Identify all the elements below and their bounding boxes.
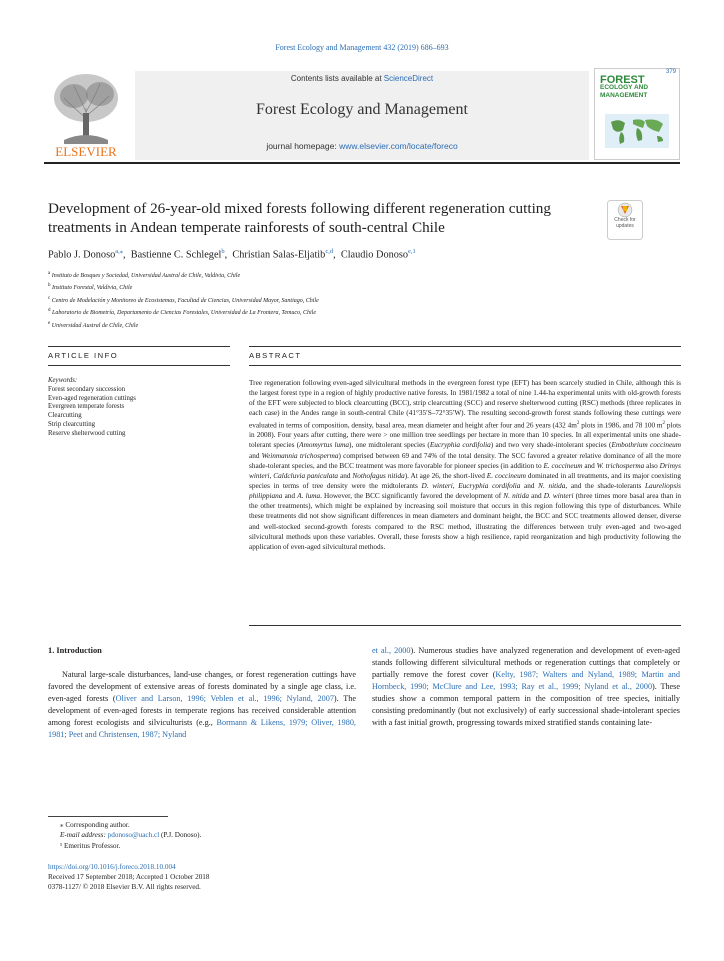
article-info-top-rule (48, 346, 230, 347)
publisher-name: ELSEVIER (55, 144, 117, 159)
doi-link[interactable]: https://doi.org/10.1016/j.foreco.2018.10.004 (48, 863, 176, 871)
affiliation: $^a$ Instituto de Bosques y Sociedad, Universidad Austral de Chile, Valdivia, Chile (48, 271, 241, 279)
affiliation-list (48, 269, 568, 331)
affiliation: $^d$ Laboratorio de Biometría, Departamento de Ciencias Forestales, Universidad de La Frontera, Temuco, Chile (48, 308, 316, 317)
author-name[interactable]: Claudio Donoso (340, 249, 409, 261)
affiliation: $^c$ Centro de Modelación y Monitoreo de Ecosistemas, Facultad de Ciencias, Universidad Mayor, Santiago, Chile (48, 295, 319, 304)
world-map-icon (605, 114, 669, 148)
keyword: Evergreen temperate forests (48, 403, 125, 411)
email-note: E-mail address: pdonoso@uach.cl (P.J. Donoso). (60, 831, 202, 840)
check-for-updates-label: Check for updates (614, 217, 636, 229)
intro-paragraph: et al., 2000). Numerous studies have analyzed regeneration and development of even-aged stands following different silvicultural methods or regeneration cuttings that completely or partially remove the forest cover (Kelty, 1987; Walters and Nyland, 1989; Martin and Hornbeck, 1990; McClure and Lee, 1993; Ray et al., 1999; Nyland et al., 2000). These studies show a common temporal pattern in the composition of tree species, initially consisting predominantly (but not exclusively) of early successional shade-intolerant species with a fast initial growth, progressing towards mixed stratified stands containing late- (372, 646, 680, 727)
article-info-rule (48, 365, 230, 366)
journal-homepage: journal homepage: www.elsevier.com/locate/foreco (266, 141, 458, 151)
intro-paragraph: Natural large-scale disturbances, land-use changes, or forest regeneration cuttings have favored the development of extensive areas of forests dominated by a single age class, i.e. even-aged forests (Oliver and Larson, 1996; Veblen et al., 1996; Nyland, 2007). The development of even-aged forests in temperate regions has received considerable attention among forest ecologists and silviculturists (e.g., Bormann & Likens, 1979; Oliver, 1980, 1981; Peet and Christensen, 1987; Nyland (48, 670, 356, 739)
sciencedirect-link[interactable]: ScienceDirect (383, 74, 434, 83)
affiliation: $^e$ Universidad Austral de Chile, Chile (48, 320, 139, 329)
copyright: 0378-1127/ © 2018 Elsevier B.V. All rights reserved. (48, 883, 201, 891)
abstract-rule (249, 365, 681, 366)
author-name[interactable]: Bastienne C. Schlegel (130, 249, 222, 261)
header-rule (44, 162, 680, 164)
article-title: Development of 26-year-old mixed forests following different regeneration cutting treatments in Andean temperate rainforests of south-central Chile (48, 200, 551, 236)
keyword: Reserve shelterwood cutting (48, 429, 126, 437)
abstract-top-rule (249, 346, 681, 347)
introduction-heading: 1. Introduction (48, 646, 102, 655)
author-list: Pablo J. Donoso$^{a,⁎}$, Bastienne C. Schlegel$^b$, Christian Salas-Eljatib$^{c,d}$, Claudio Donoso$^{e,1}$ (48, 248, 416, 261)
author-name[interactable]: Pablo J. Donoso (48, 249, 116, 261)
keyword-list (48, 386, 228, 438)
keywords-label: Keywords: (48, 377, 78, 384)
received-dates: Received 17 September 2018; Accepted 1 October 2018 (48, 873, 210, 881)
citation-link[interactable]: Kelty, 1987; Walters and Nyland, 1989; Martin and Hornbeck, 1990; McClure and Lee, 1993; Ray et al., 1999; Nyland et al., 2000 (372, 670, 680, 691)
journal-title: Forest Ecology and Management (256, 101, 468, 118)
article-meta (48, 862, 448, 892)
citation-link[interactable]: Oliver and Larson, 1996; Veblen et al., 1996; Nyland, 2007 (115, 694, 334, 703)
elsevier-tree-logo (44, 68, 128, 160)
emeritus-note: ¹ Emeritus Professor. (60, 841, 121, 850)
citation-link[interactable]: Bormann & Likens, 1979; Oliver, 1980, 1981; Peet and Christensen, 1987; Nyland (48, 718, 356, 739)
journal-cover[interactable] (594, 68, 680, 160)
cover-volume: 379 (665, 69, 676, 75)
cover-title: FOREST ECOLOGY AND MANAGEMENT (600, 74, 649, 99)
citation-link[interactable]: et al., 2000 (372, 646, 411, 655)
footnote-rule (48, 816, 168, 817)
article-info-heading: ARTICLE INFO (48, 351, 119, 360)
intro-left-column (48, 645, 356, 741)
abstract-heading: ABSTRACT (249, 351, 302, 360)
abstract-text: Tree regeneration following even-aged silvicultural methods in the evergreen forest type (EFT) has been scarcely studied in Chile, although this is the largest forest type in a region of highly productive native forests. In 1981/1982 a total of nine 1.44-ha experimental units with old-growth forests of the EFT were subjected to block clearcutting (BCC), strip clearcutting (SCC) and reserve shelterwood cutting (RSC) methods (three replicates in each case) in the Andes range in south-central Chile (41°35′S–72°35′W). The resulting second-growth forest stands following these cuttings were evaluated in terms of composition, density, basal area, mean diameter and height after four and 26 years (432 $4m^2$ plots in 1986, and 78 100 $m^2$ plots in 2008). Four years after cutting, there were > one million tree seedlings per hectare in more than 10 species. In all experimental units one shade-tolerant species (Amomyrtus luma), one midtolerant species (Eucryphia cordifolia) and two very shade-intolerant species (Embothrium coccineum and Weinmannia trichosperma) comprised between 69 and 74% of the total density. The SCC favored a greater relative dominance of all the more shade-tolerant species, and the BCC treatment was more favorable for pioneer species (in addition to E. coccineum and W. trichosperma also Drimys winteri, Caldcluvia paniculata and Nothofagus nitida). At age 26, the short-lived E. coccineum dominated in all treatments, and its major coexisting species in terms of tree density were the midtolerants D. winteri, Eucryphia cordifolia and N. nitida, and the shade-tolerants Laureliopsis philippiana and A. luma. However, the BCC significantly favored the development of N. nitida and D. winteri (three times more basal area than in the other treatments), which might be explained by increasing soil moisture that occurs in this region following this type of disturbances. While these treatments did not show significant differences in mean diameters and dominant height, the BCC and SCC treatments allowed denser, diverse and well-stocked second-growth forests compared to the RSC method, illustrating the differences between truly even-aged and two-aged silvicultural methods upon these variables. Overall, these forests show a high resilience, rapid reorganization and high productivity following the application of even-aged silvicultural methods. (249, 379, 682, 551)
author-name[interactable]: Christian Salas-Eljatib (232, 249, 326, 261)
email-link[interactable]: pdonoso@uach.cl (107, 831, 160, 840)
journal-reference[interactable]: Forest Ecology and Management 432 (2019) 686–693 (275, 43, 449, 52)
footnotes (48, 820, 348, 851)
affiliation: $^b$ Instituto Forestal, Valdivia, Chile (48, 283, 133, 292)
abstract-bottom-rule (249, 625, 681, 626)
keyword: Strip clearcutting (48, 420, 95, 428)
intro-right-column (372, 645, 680, 729)
keyword: Forest secondary succession (48, 386, 126, 393)
corresponding-author-note: ⁎ Corresponding author. (60, 821, 130, 829)
contents-line: Contents lists available at ScienceDirect (290, 74, 434, 83)
keyword: Clearcutting (48, 412, 82, 420)
keyword: Even-aged regeneration cuttings (48, 394, 136, 402)
homepage-link[interactable]: www.elsevier.com/locate/foreco (339, 141, 458, 151)
